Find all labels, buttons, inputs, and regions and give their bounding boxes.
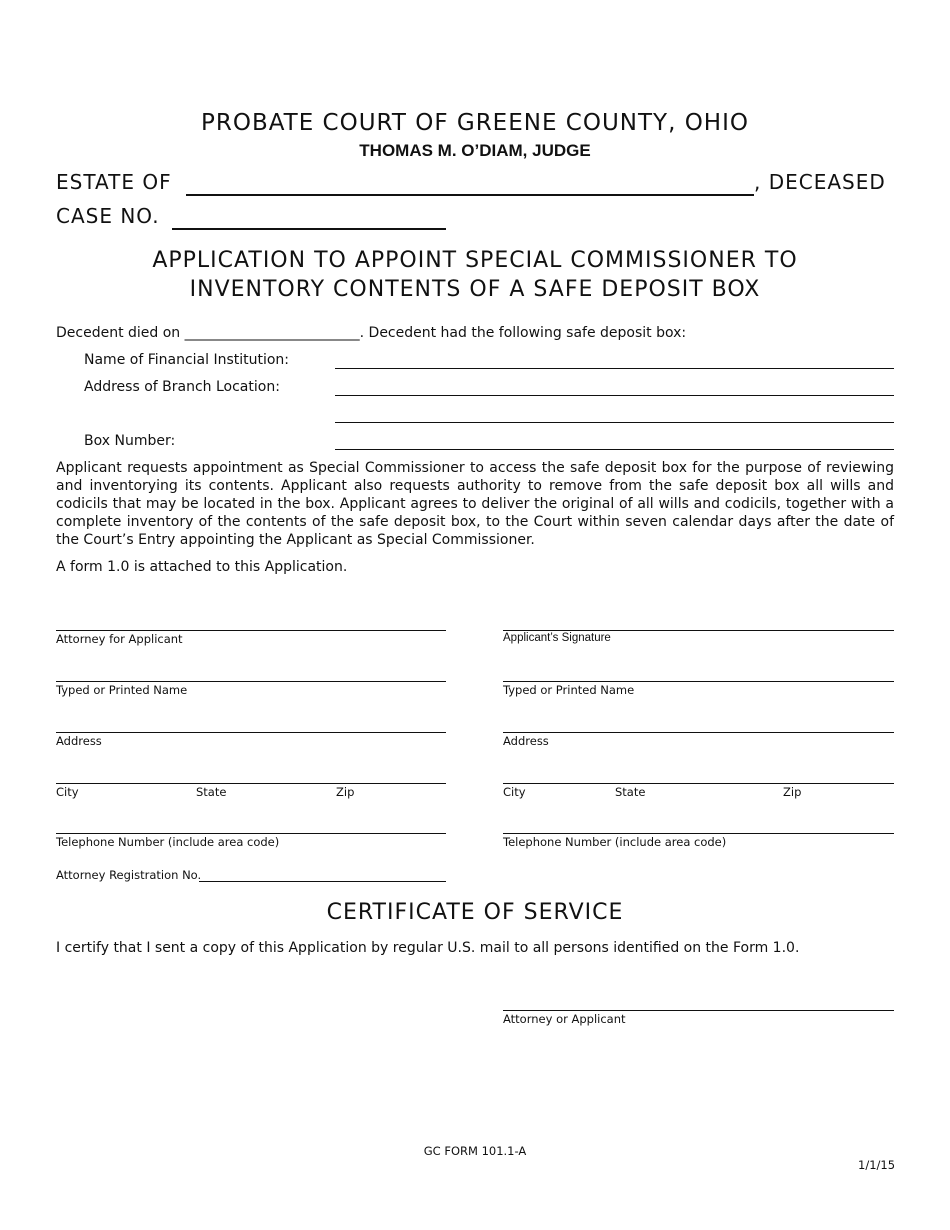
case-number-field[interactable] bbox=[172, 228, 446, 230]
applicant-address-label: Address bbox=[503, 734, 549, 748]
attorney-typed-name-line[interactable] bbox=[56, 681, 446, 682]
form-number: GC FORM 101.1-A bbox=[423, 1144, 527, 1158]
attorney-typed-label: Typed or Printed Name bbox=[56, 683, 188, 697]
certificate-signature-line[interactable] bbox=[503, 1010, 894, 1011]
attorney-state-label: State bbox=[196, 785, 227, 799]
attorney-phone-line[interactable] bbox=[56, 833, 446, 834]
attorney-zip-label: Zip bbox=[336, 785, 355, 799]
applicant-phone-line[interactable] bbox=[503, 833, 894, 834]
attorney-address-label: Address bbox=[56, 734, 102, 748]
decedent-box-label: . Decedent had the following safe deposit box: bbox=[359, 325, 687, 341]
branch-address-label: Address of Branch Location: bbox=[84, 379, 280, 395]
attorney-city-line[interactable] bbox=[56, 783, 446, 784]
certificate-title: CERTIFICATE OF SERVICE bbox=[326, 900, 624, 925]
applicant-signature-label: Applicant’s Signature bbox=[503, 632, 611, 644]
case-label: CASE NO. bbox=[56, 204, 160, 228]
decedent-line bbox=[56, 325, 686, 341]
estate-name-field[interactable] bbox=[186, 194, 754, 196]
form-title-line1: APPLICATION TO APPOINT SPECIAL COMMISSIONER TO bbox=[152, 248, 798, 273]
attorney-city-label: City bbox=[56, 785, 79, 799]
estate-label: ESTATE OF bbox=[56, 170, 172, 194]
form-title-line2: INVENTORY CONTENTS OF A SAFE DEPOSIT BOX bbox=[189, 277, 761, 302]
applicant-state-label: State bbox=[615, 785, 646, 799]
date-of-death-field[interactable]: _________________________ bbox=[184, 325, 360, 341]
applicant-typed-name-line[interactable] bbox=[503, 681, 894, 682]
applicant-zip-label: Zip bbox=[783, 785, 802, 799]
attorney-signature-line[interactable] bbox=[56, 630, 446, 631]
form-date: 1/1/15 bbox=[858, 1158, 896, 1172]
application-paragraph: Applicant requests appointment as Special Commissioner to access the safe deposit box for the purpose of reviewing and inventorying its contents. Applicant also requests authority to remove from the safe deposit box all wills and codicils that may be located in the box. Applicant agrees to deliver the original of all wills and codicils, together with a complete inventory of the contents of the safe deposit box, to the Court within seven calendar days after the date of the Court’s Entry appointing the Applicant as Special Commissioner. bbox=[56, 460, 894, 548]
applicant-city-label: City bbox=[503, 785, 526, 799]
attorney-registration-label: Attorney Registration No. bbox=[56, 868, 202, 882]
branch-address-field-2[interactable] bbox=[335, 422, 894, 423]
applicant-typed-label: Typed or Printed Name bbox=[503, 683, 635, 697]
deceased-label: , DECEASED bbox=[754, 170, 886, 194]
institution-label: Name of Financial Institution: bbox=[84, 352, 290, 368]
estate-row bbox=[56, 170, 894, 196]
attorney-address-line[interactable] bbox=[56, 732, 446, 733]
box-number-label: Box Number: bbox=[84, 433, 176, 449]
applicant-address-line[interactable] bbox=[503, 732, 894, 733]
applicant-signature-line[interactable] bbox=[503, 630, 894, 631]
branch-address-field[interactable] bbox=[335, 395, 894, 396]
applicant-city-line[interactable] bbox=[503, 783, 894, 784]
applicant-phone-label: Telephone Number (include area code) bbox=[503, 835, 727, 849]
box-number-field[interactable] bbox=[335, 449, 894, 450]
certificate-signer-label: Attorney or Applicant bbox=[503, 1012, 626, 1026]
judge-name: THOMAS M. O’DIAM, JUDGE bbox=[359, 141, 591, 160]
attorney-phone-label: Telephone Number (include area code) bbox=[56, 835, 280, 849]
decedent-died-label: Decedent died on bbox=[56, 325, 181, 341]
form-attached-note: A form 1.0 is attached to this Application. bbox=[56, 559, 348, 575]
court-name: PROBATE COURT OF GREENE COUNTY, OHIO bbox=[200, 110, 749, 136]
institution-field[interactable] bbox=[335, 368, 894, 369]
attorney-label: Attorney for Applicant bbox=[56, 632, 183, 646]
attorney-registration-field[interactable] bbox=[199, 881, 446, 882]
certificate-text: I certify that I sent a copy of this Application by regular U.S. mail to all persons identified on the Form 1.0. bbox=[56, 940, 800, 956]
